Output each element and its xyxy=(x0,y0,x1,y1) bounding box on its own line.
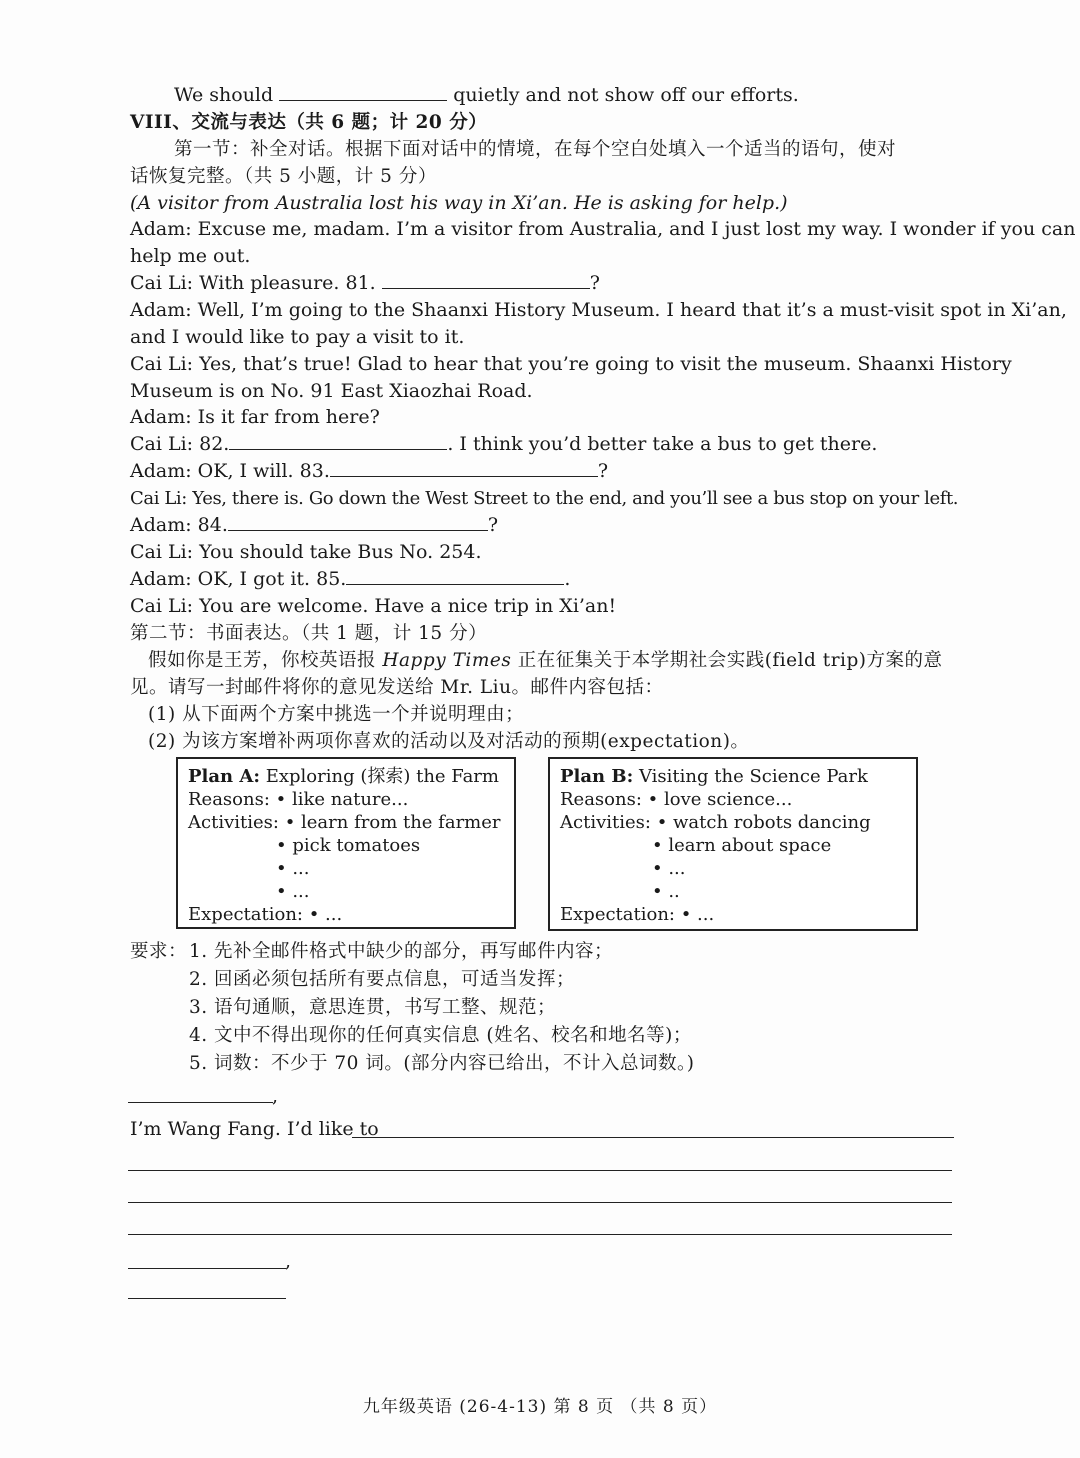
dialogue-line-81 xyxy=(130,270,600,297)
salutation-comma: , xyxy=(272,1085,279,1107)
plan-b-box xyxy=(548,757,918,931)
answer-blank-81[interactable] xyxy=(382,270,590,289)
plan-a-expectation: Expectation: • ... xyxy=(188,904,343,925)
requirement-item: 1. 先补全邮件格式中缺少的部分，再写邮件内容； xyxy=(189,941,614,962)
writing-line[interactable] xyxy=(352,1137,954,1138)
page-footer: 九年级英语 (26-4-13) 第 8 页 （共 8 页） xyxy=(362,1397,718,1417)
letter-first-line xyxy=(130,1116,379,1143)
dialogue-line: Cai Li: Yes, that’s true! Glad to hear that you’re going to visit the museum. Shaanxi History xyxy=(130,353,1012,375)
dialogue-line: Cai Li: You should take Bus No. 254. xyxy=(130,541,482,563)
plan-a-reasons-label: Reasons: xyxy=(188,789,270,810)
requirement-item: 4. 文中不得出现你的任何真实信息 (姓名、校名和地名等)； xyxy=(189,1025,692,1046)
plan-b-reasons-label: Reasons: xyxy=(560,789,642,810)
part2-title: 第二节：书面表达。（共 1 题，计 15 分） xyxy=(130,623,488,644)
requirement-item: 3. 语句通顺，意思连贯，书写工整、规范； xyxy=(189,997,557,1018)
plan-a-box xyxy=(176,757,516,929)
dialogue-line: Museum is on No. 91 East Xiaozhai Road. xyxy=(130,380,533,402)
top-line-text: We should xyxy=(174,84,274,106)
question-mark: ? xyxy=(487,514,499,536)
dialogue-text: . I think you’d better take a bus to get there. xyxy=(447,433,878,455)
plan-b-title: Visiting the Science Park xyxy=(638,766,868,787)
part2-point-1: (1) 从下面两个方案中挑选一个并说明理由； xyxy=(148,704,525,725)
closing-comma: , xyxy=(285,1250,292,1272)
plan-a-label: Plan A: xyxy=(188,766,260,787)
signature-blank[interactable] xyxy=(128,1298,286,1299)
salutation-blank[interactable] xyxy=(128,1102,273,1103)
plan-a-activity: • ... xyxy=(276,881,310,902)
part1-instruction-1: 第一节：补全对话。根据下面对话中的情境，在每个空白处填入一个适当的语句，使对 xyxy=(174,139,897,160)
answer-blank-84[interactable] xyxy=(228,512,488,531)
dialogue-line: Adam: Is it far from here? xyxy=(130,406,380,428)
dialogue-line: and I would like to pay a visit to it. xyxy=(130,326,465,348)
writing-line[interactable] xyxy=(128,1170,952,1171)
plan-b-activity: • watch robots dancing xyxy=(656,812,871,833)
dialogue-line-85 xyxy=(130,566,570,593)
writing-line[interactable] xyxy=(128,1234,952,1235)
writing-line[interactable] xyxy=(128,1202,952,1203)
part1-scenario: (A visitor from Australia lost his way in Xi’an. He is asking for help.) xyxy=(130,192,788,214)
requirements-label: 要求： xyxy=(130,941,188,962)
intro-text: 假如你是王芳，你校英语报 xyxy=(148,650,383,671)
part2-intro-2: 见。请写一封邮件将你的意见发送给 Mr. Liu。邮件内容包括： xyxy=(130,677,664,698)
dialogue-line-82 xyxy=(130,431,877,458)
dialogue-text: Cai Li: With pleasure. 81. xyxy=(130,272,376,294)
part1-instruction-2: 话恢复完整。（共 5 小题，计 5 分） xyxy=(130,166,437,187)
plan-a-title: Exploring (探索) the Farm xyxy=(265,766,499,787)
dialogue-line: Adam: Well, I’m going to the Shaanxi History Museum. I heard that it’s a must-visit spot in Xi’an, xyxy=(130,299,1067,321)
newspaper-name: Happy Times xyxy=(382,650,512,671)
answer-blank-85[interactable] xyxy=(346,566,564,585)
dialogue-line: Cai Li: You are welcome. Have a nice trip in Xi’an! xyxy=(130,595,617,617)
intro-text: 正在征集关于本学期社会实践(field trip)方案的意 xyxy=(511,650,943,671)
top-line-text-2: quietly and not show off our efforts. xyxy=(453,84,799,106)
plan-b-reasons: • love science... xyxy=(647,789,793,810)
period-mark: . xyxy=(564,568,571,590)
dialogue-line-84 xyxy=(130,512,498,539)
requirement-item: 2. 回函必须包括所有要点信息，可适当发挥； xyxy=(189,969,576,990)
requirement-item: 5. 词数：不少于 70 词。(部分内容已给出，不计入总词数。) xyxy=(189,1053,695,1074)
dialogue-line: help me out. xyxy=(130,245,251,267)
dialogue-text: Adam: OK, I got it. 85. xyxy=(130,568,347,590)
dialogue-text: Cai Li: 82. xyxy=(130,433,230,455)
plan-a-activity: • pick tomatoes xyxy=(276,835,421,856)
plan-b-activity: • learn about space xyxy=(652,835,832,856)
dialogue-text: Adam: 84. xyxy=(130,514,228,536)
question-mark: ? xyxy=(597,460,609,482)
letter-start-text: I’m Wang Fang. I’d like to xyxy=(130,1118,379,1140)
plan-a-reasons: • like nature... xyxy=(275,789,409,810)
plan-b-label: Plan B: xyxy=(560,766,634,787)
dialogue-line-83 xyxy=(130,458,608,485)
plan-b-expectation: Expectation: • ... xyxy=(560,904,715,925)
dialogue-line: Adam: Excuse me, madam. I’m a visitor from Australia, and I just lost my way. I wonder if you can xyxy=(130,218,1076,240)
top-line-blank[interactable] xyxy=(279,82,447,101)
plan-a-activities-label: Activities: xyxy=(188,812,279,833)
question-mark: ? xyxy=(589,272,600,294)
part2-point-2: (2) 为该方案增补两项你喜欢的活动以及对活动的预期(expectation)。 xyxy=(148,731,750,752)
plan-b-activity: • ... xyxy=(652,858,686,879)
section-viii-title: VIII、交流与表达（共 6 题；计 20 分） xyxy=(130,112,488,133)
closing-blank[interactable] xyxy=(128,1268,286,1269)
top-line xyxy=(174,82,799,109)
answer-blank-83[interactable] xyxy=(330,458,598,477)
plan-b-activities-label: Activities: xyxy=(560,812,651,833)
dialogue-line: Cai Li: Yes, there is. Go down the West Street to the end, and you’ll see a bus stop on your left. xyxy=(130,488,959,509)
part2-intro-1 xyxy=(148,647,943,674)
plan-b-activity: • .. xyxy=(652,881,680,902)
plan-a-activity: • learn from the farmer xyxy=(284,812,501,833)
dialogue-text: Adam: OK, I will. 83. xyxy=(130,460,330,482)
plan-a-activity: • ... xyxy=(276,858,310,879)
answer-blank-82[interactable] xyxy=(229,431,447,450)
